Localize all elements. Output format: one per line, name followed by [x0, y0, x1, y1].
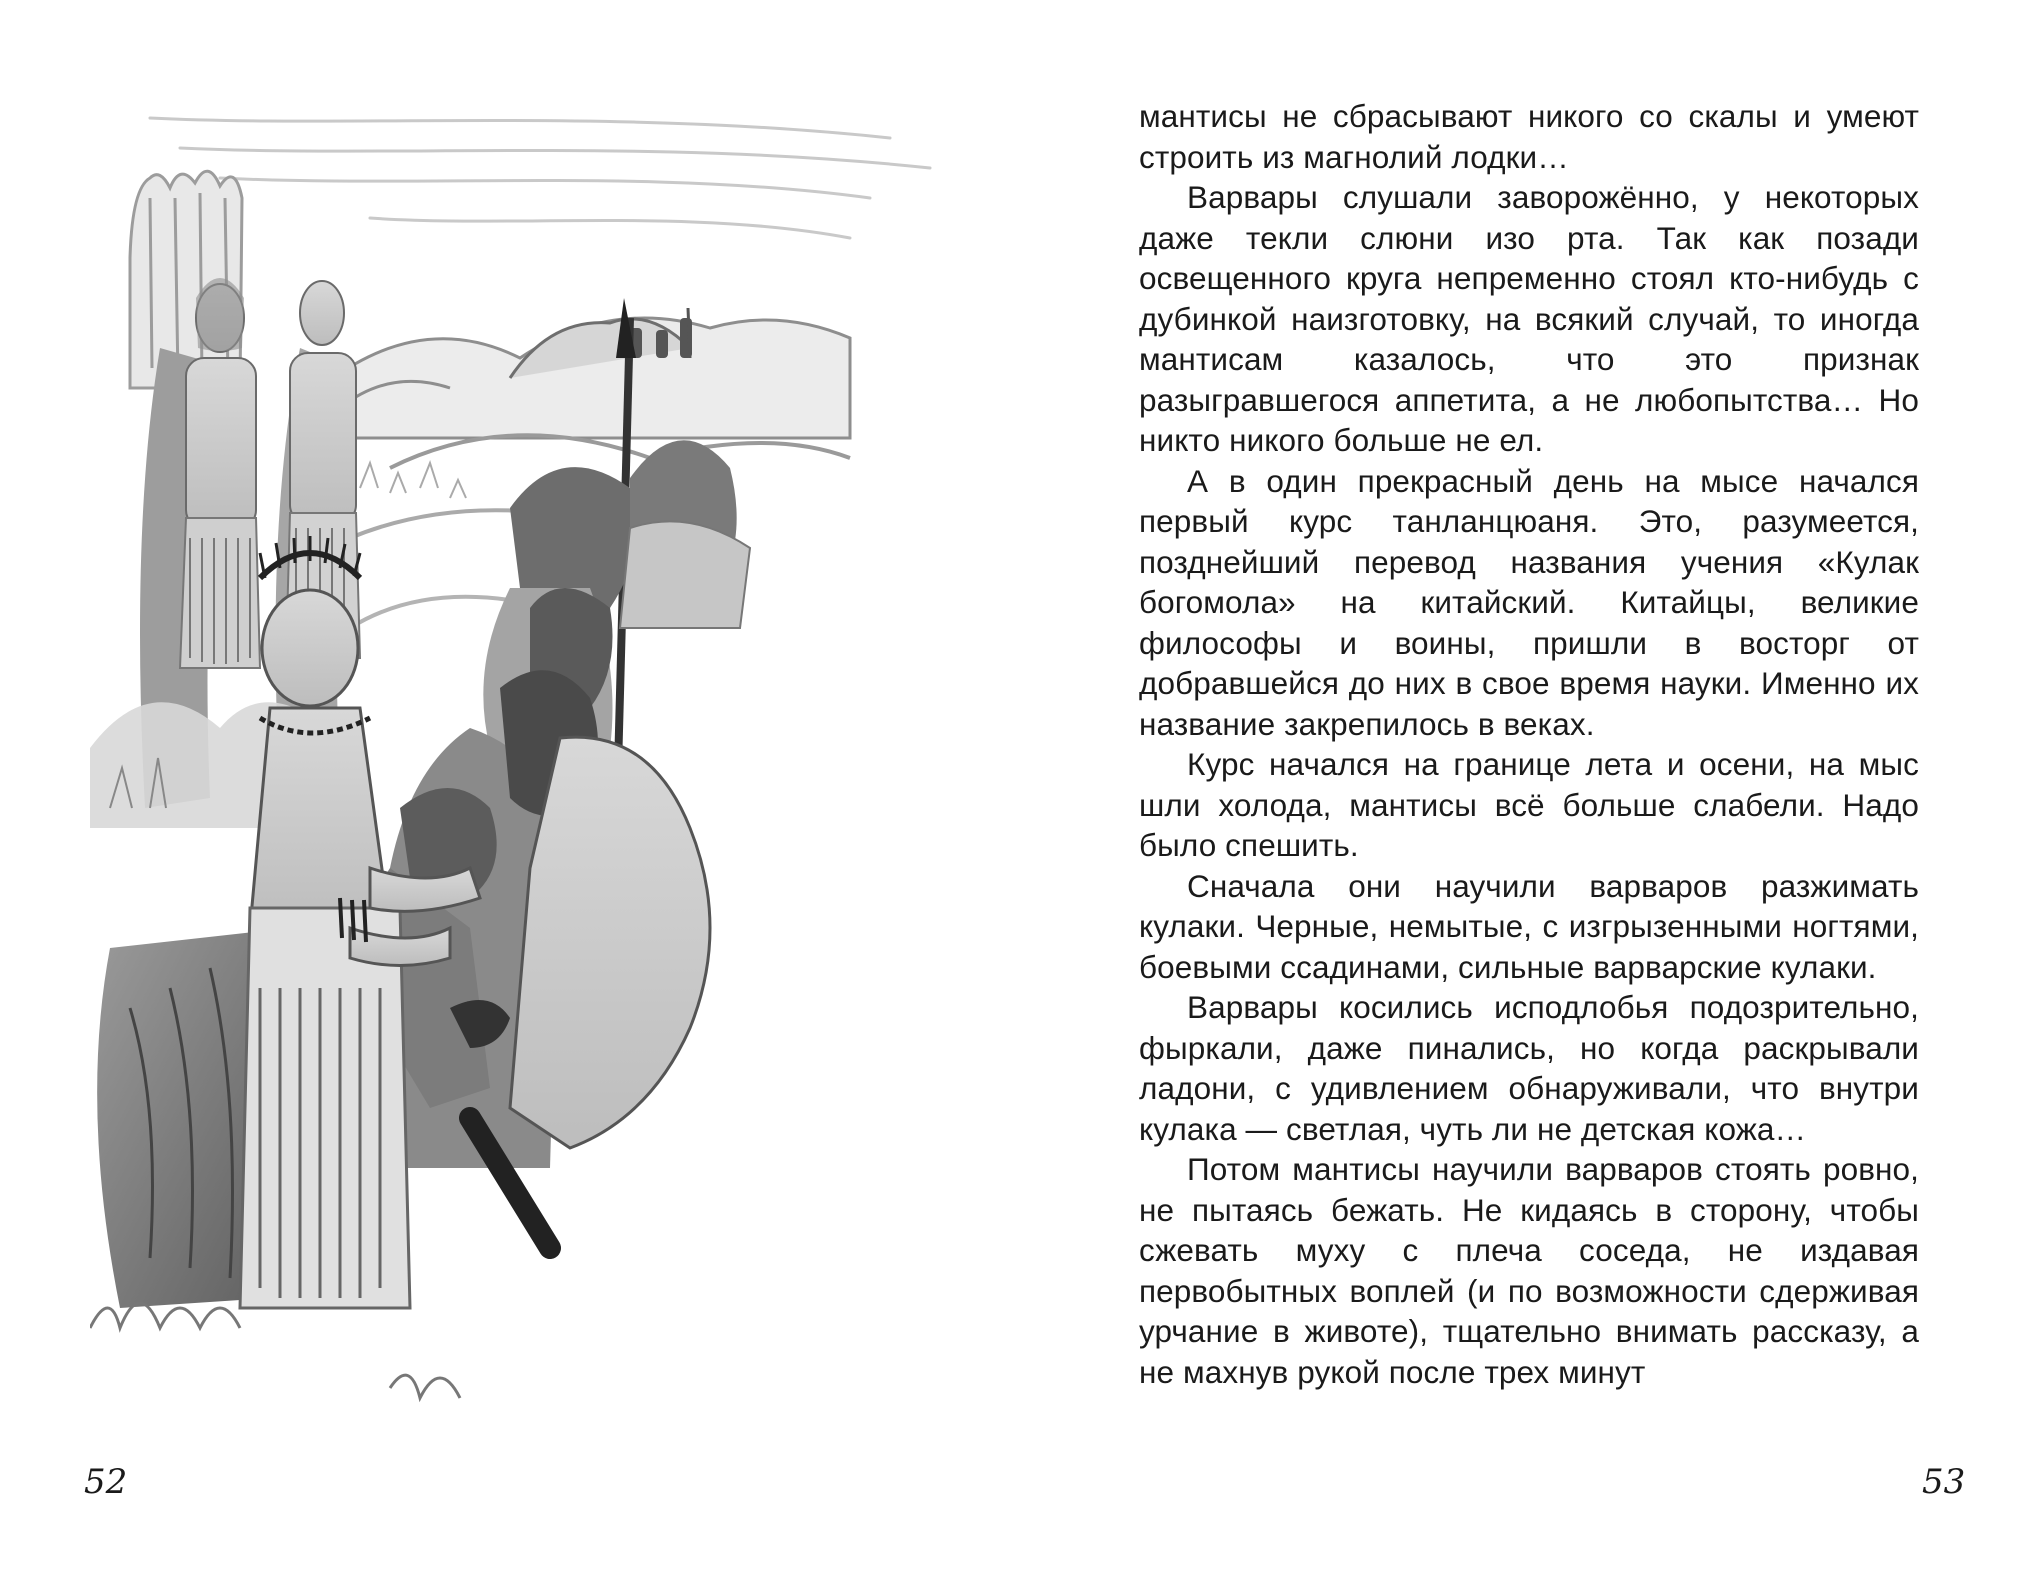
- illustration: [90, 108, 950, 1468]
- paragraph: А в один прекрасный день на мысе начался первый курс танланцюаня. Это, разумеется, позднейший перевод названия учения «Кулак богомола» на китайский. Китайцы, великие философы и воины, пришли в восторг от добравшейся до них в свое время науки. Именно их название закрепилось в веках.: [1139, 462, 1919, 742]
- paragraph: мантисы не сбрасывают никого со скалы и умеют строить из магнолий лодки…: [1139, 98, 1919, 175]
- paragraph: Курс начался на границе лета и осени, на мыс шли холода, мантисы всё больше слабели. Надо было спешить.: [1139, 746, 1919, 863]
- paragraph: Варвары слушали заворожённо, у некоторых даже текли слюни изо рта. Так как позади освещенного круга непременно стоял кто-нибудь с дубинкой наизготовку, на всякий случай, то иногда мантисам казалось, что это признак разыгравшегося аппетита, а не любопытства… Но никто никого больше не ел.: [1139, 179, 1919, 458]
- paragraph: Потом мантисы научили варваров стоять ровно, не пытаясь бежать. Не кидаясь в сторону, чтобы сжевать муху с плеча соседа, не издавая первобытных воплей (и по возможности сдерживая урчание в животе), тщательно внимать рассказу, а не махнув рукой после трех минут: [1139, 1151, 1919, 1390]
- paragraph: Варвары косились исподлобья подозрительно, фыркали, даже пинались, но когда раскрывали ладони, с удивлением обнаруживали, что внутри кулака — светлая, чуть ли не детская кожа…: [1139, 989, 1919, 1147]
- body-text: [1139, 96, 1919, 1392]
- page-number-left: 52: [84, 1462, 128, 1502]
- right-page: [1014, 0, 2028, 1582]
- page-number-right: 53: [1922, 1462, 1966, 1502]
- illustration-drawing: [90, 108, 950, 1468]
- paragraph: Сначала они научили варваров разжимать кулаки. Черные, немытые, с изгрызенными ногтями, боевыми ссадинами, сильные варварские кулаки.: [1139, 867, 1919, 985]
